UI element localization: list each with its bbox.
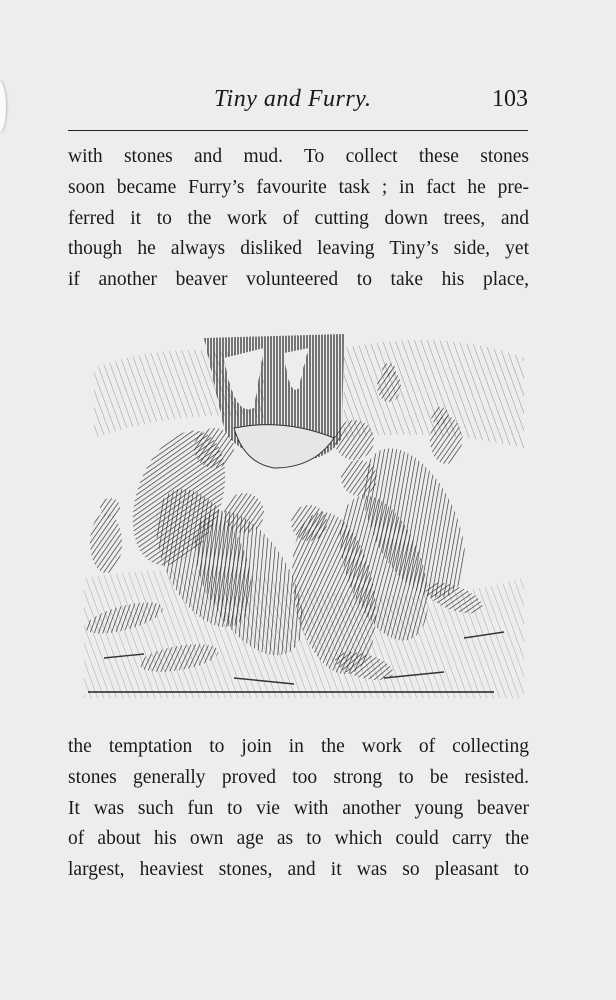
paragraph-bottom <box>68 732 529 886</box>
text-line: though he always disliked leaving Tiny’s side, yet <box>68 238 529 260</box>
engraving-illustration-icon <box>84 328 524 708</box>
text-line: if another beaver volunteered to take his place, <box>68 269 529 291</box>
running-title: Tiny and Furry. <box>214 86 372 112</box>
text-line: ferred it to the work of cutting down trees, and <box>68 207 529 229</box>
text-line: stones generally proved too strong to be resisted. <box>68 766 529 788</box>
running-head <box>68 86 528 120</box>
text-line: largest, heaviest stones, and it was so pleasant to <box>68 859 529 881</box>
header-rule <box>68 130 528 131</box>
beaver-engraving-illustration <box>84 328 524 708</box>
text-line: the temptation to join in the work of collecting <box>68 736 529 757</box>
page-number: 103 <box>492 86 528 112</box>
text-line: soon became Furry’s favourite task ; in fact he pre- <box>68 176 529 198</box>
paragraph-top <box>68 142 529 296</box>
text-line: of about his own age as to which could carry the <box>68 828 529 850</box>
text-line: with stones and mud. To collect these stones <box>68 146 529 167</box>
page-edge-mark <box>0 82 6 132</box>
text-line: It was such fun to vie with another young beaver <box>68 797 529 819</box>
